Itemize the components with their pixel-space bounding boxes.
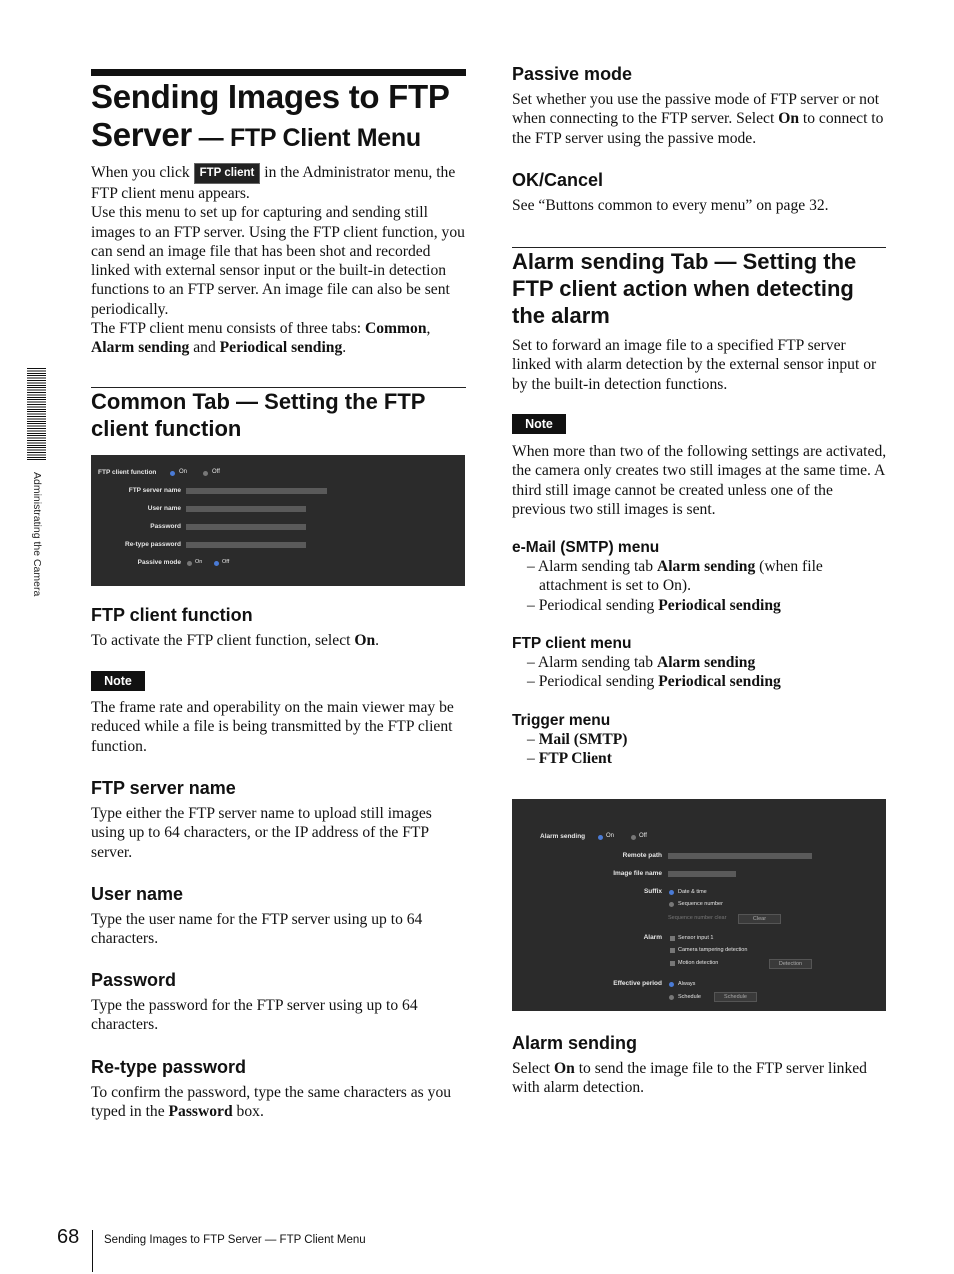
ftp-client-function-text: To activate the FTP client function, select On. xyxy=(91,632,380,649)
remote-path-label: Remote path xyxy=(622,852,662,859)
ftp-client-menu-heading: FTP client menu xyxy=(512,635,632,652)
list-item: – Periodical sending Periodical sending xyxy=(527,596,781,614)
ftp-server-name-text: Type either the FTP server name to upload still images using up to 64 characters, or the IP address of the FTP server. xyxy=(91,805,432,861)
radio-off-icon xyxy=(631,835,636,840)
passive-mode-heading: Passive mode xyxy=(512,64,633,84)
list-item: – Mail (SMTP) xyxy=(527,731,628,748)
radio-on-label: On xyxy=(179,469,188,475)
passive-mode-text: Set whether you use the passive mode of FTP server or not when connecting to the FTP server. Select On to connect to the FTP server using the passive mode. xyxy=(512,91,884,147)
alarm-intro-text: Set to forward an image file to a specified FTP server linked with alarm detection by the external sensor input or by the built-in detection functions. xyxy=(512,337,877,393)
detection-button: Detection xyxy=(769,959,812,969)
radio-on-icon xyxy=(170,471,175,476)
trigger-menu-list xyxy=(512,730,887,769)
running-title: Sending Images to FTP Server — FTP Client Menu xyxy=(104,1234,366,1246)
common-tab-heading: Common Tab — Setting the FTP client function xyxy=(91,389,426,441)
radio-date-time-icon xyxy=(669,890,674,895)
alarm-sending-text: Select On to send the image file to the FTP server linked with alarm detection. xyxy=(512,1060,867,1097)
radio-off-icon xyxy=(214,561,219,566)
image-file-name-field xyxy=(668,871,736,877)
ftp-server-name-field xyxy=(186,488,327,494)
alarm-tab-heading: Alarm sending Tab — Setting the FTP client action when detecting the alarm xyxy=(512,249,857,328)
passive-mode-label: Passive mode xyxy=(137,559,181,566)
title-line-2: Server — FTP Client Menu xyxy=(91,116,421,153)
intro-p3: The FTP client menu consists of three tabs: Common, Alarm sending and Periodical sending. xyxy=(91,320,431,357)
schedule-button: Schedule xyxy=(714,992,757,1002)
email-menu-heading: e-Mail (SMTP) menu xyxy=(512,539,660,556)
user-name-label: User name xyxy=(147,505,181,512)
retype-password-field xyxy=(186,542,306,548)
intro-text xyxy=(91,163,466,358)
alarm-label: Alarm xyxy=(643,934,662,941)
ok-cancel-heading: OK/Cancel xyxy=(512,170,604,190)
user-name-field xyxy=(186,506,306,512)
sequence-number-label: Sequence number xyxy=(678,901,723,907)
image-file-name-label: Image file name xyxy=(613,870,662,877)
note-1-text: The frame rate and operability on the main viewer may be reduced while a file is being transmitted by the FTP client function. xyxy=(91,699,454,755)
ok-cancel-text: See “Buttons common to every menu” on page 32. xyxy=(512,197,829,214)
note-badge: Note xyxy=(91,671,145,691)
page-title xyxy=(91,78,450,157)
title-line-1: Sending Images to FTP xyxy=(91,78,450,115)
radio-sequence-icon xyxy=(669,902,674,907)
intro-p1: When you click FTP client in the Administrator menu, the FTP client menu appears. xyxy=(91,164,456,202)
password-field xyxy=(186,524,306,530)
radio-off-icon xyxy=(203,471,208,476)
retype-password-text: To confirm the password, type the same characters as you typed in the Password box. xyxy=(91,1084,452,1121)
note-2-text: When more than two of the following settings are activated, the camera only creates two still images at the same time. A third still image cannot be created unless one of the previous two still images is sent. xyxy=(512,443,887,518)
remote-path-field xyxy=(668,853,812,859)
user-name-text: Type the user name for the FTP server using up to 64 characters. xyxy=(91,911,423,948)
camera-tampering-label: Camera tampering detection xyxy=(678,947,748,953)
side-section-label: Administrating the Camera xyxy=(31,472,43,597)
page-number: 68 xyxy=(57,1226,80,1248)
alarm-sending-heading: Alarm sending xyxy=(512,1033,638,1053)
footer-rule xyxy=(92,1230,93,1272)
ftp-client-menu-button: FTP client xyxy=(194,163,261,184)
date-time-label: Date & time xyxy=(678,889,707,895)
checkbox-icon xyxy=(670,961,675,966)
ftp-client-function-label: FTP client function xyxy=(98,469,157,476)
checkbox-icon xyxy=(670,936,675,941)
list-item: – Alarm sending tab Alarm sending (when file attachment is set to On). xyxy=(527,558,823,595)
ftp-server-name-label: FTP server name xyxy=(128,487,181,494)
section-thumb-tab xyxy=(27,368,46,460)
common-tab-screenshot xyxy=(91,455,465,586)
radio-on-label: On xyxy=(195,559,203,565)
trigger-menu-heading: Trigger menu xyxy=(512,712,611,729)
radio-schedule-icon xyxy=(669,995,674,1000)
radio-always-icon xyxy=(669,982,674,987)
password-label: Password xyxy=(150,523,181,530)
alarm-sending-label: Alarm sending xyxy=(540,833,586,840)
radio-off-label: Off xyxy=(222,559,230,565)
email-menu-list xyxy=(512,557,887,615)
radio-on-label: On xyxy=(606,833,615,839)
radio-off-label: Off xyxy=(639,833,647,839)
user-name-heading: User name xyxy=(91,884,184,904)
schedule-label: Schedule xyxy=(678,994,701,1000)
clear-button: Clear xyxy=(738,914,781,924)
intro-p2: Use this menu to set up for capturing and sending still images to an FTP server. Using the FTP client function, you can send an image file that has been shot and recorded linked with external sensor input or the built-in detection functions to an FTP server. An image file can also be sent periodically. xyxy=(91,204,465,318)
retype-password-heading: Re-type password xyxy=(91,1057,247,1077)
note-badge: Note xyxy=(512,414,566,434)
list-item: – FTP Client xyxy=(527,750,612,768)
retype-password-label: Re-type password xyxy=(125,541,181,548)
checkbox-icon xyxy=(670,948,675,953)
radio-on-icon xyxy=(598,835,603,840)
password-heading: Password xyxy=(91,970,177,990)
ftp-client-function-heading: FTP client function xyxy=(91,605,253,625)
sensor-input-1-label: Sensor input 1 xyxy=(678,935,714,941)
list-item: – Alarm sending tab Alarm sending xyxy=(527,654,756,671)
ftp-client-menu-list xyxy=(512,653,887,692)
motion-detection-label: Motion detection xyxy=(678,960,719,966)
title-rule xyxy=(91,69,466,76)
sequence-number-clear-label: Sequence number clear xyxy=(668,915,727,921)
alarm-sending-screenshot xyxy=(512,799,886,1011)
list-item: – Periodical sending Periodical sending xyxy=(527,673,781,691)
suffix-label: Suffix xyxy=(643,888,662,895)
password-text: Type the password for the FTP server using up to 64 characters. xyxy=(91,997,418,1034)
always-label: Always xyxy=(678,981,696,987)
radio-on-icon xyxy=(187,561,192,566)
ftp-server-name-heading: FTP server name xyxy=(91,778,236,798)
effective-period-label: Effective period xyxy=(613,980,662,987)
radio-off-label: Off xyxy=(212,469,220,475)
